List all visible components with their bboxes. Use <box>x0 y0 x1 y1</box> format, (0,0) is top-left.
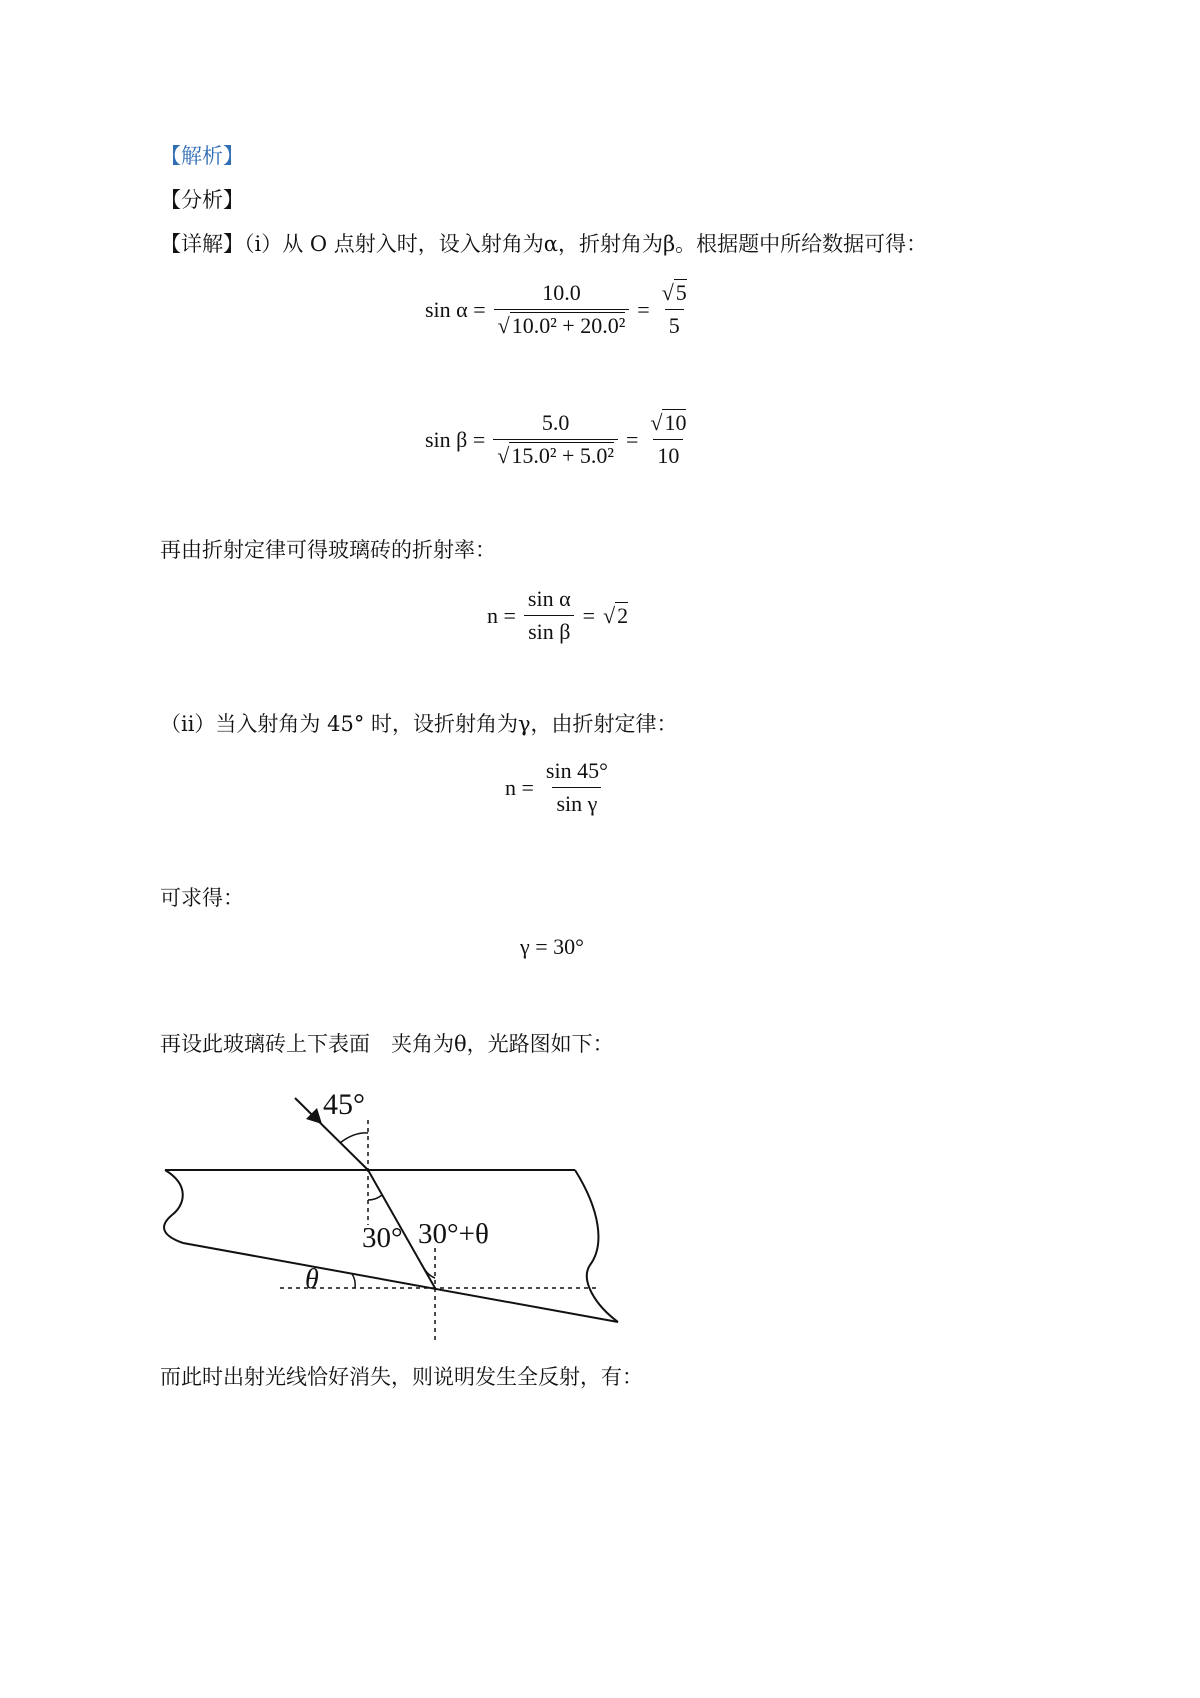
eq1-result-denominator: 5 <box>665 309 684 339</box>
eq4-lhs: n = <box>505 774 534 800</box>
eq2-numerator: 5.0 <box>541 410 570 435</box>
label-theta: θ <box>305 1264 319 1295</box>
arrow-head <box>306 1108 322 1124</box>
label-30: 30° <box>362 1222 403 1254</box>
eq2-result-numerator: 10 <box>664 410 687 435</box>
eq2-result: $\frac{√10}{10}$ <box>650 410 687 468</box>
eq3-lhs: n = <box>487 602 516 628</box>
label-30-plus-theta: 30°+θ <box>418 1218 489 1250</box>
eq1-result: $\frac{√5}{5}$ <box>661 280 687 338</box>
heading-analysis: 【解析】 <box>160 144 244 168</box>
line-ii: （ii）当入射角为 45° 时，设折射角为γ，由折射定律： <box>160 712 678 736</box>
line-angle: 再设此玻璃砖上下表面 夹角为θ，光路图如下： <box>160 1032 614 1056</box>
eq3-fraction <box>524 586 575 645</box>
eq1-numerator: 10.0 <box>542 280 581 305</box>
detail-line: 【详解】（i）从 O 点射入时，设入射角为α，折射角为β。根据题中所给数据可得： <box>160 232 928 256</box>
eq1-result-numerator: 5 <box>675 280 687 305</box>
eq3-denominator: sin β <box>524 615 574 645</box>
arc-45 <box>340 1133 368 1143</box>
equation-gamma: γ = 30° <box>520 934 584 959</box>
equation-sin-beta <box>425 410 690 469</box>
eq2-lhs: sin β = <box>425 426 486 452</box>
eq2-equals: = <box>625 426 639 452</box>
eq1-denominator: √10.0² + 20.0² <box>494 309 630 339</box>
glass-left-edge <box>164 1170 183 1243</box>
equation-sin-alpha <box>425 280 691 339</box>
arc-30-bottom <box>422 1265 435 1278</box>
arc-30-top <box>368 1195 382 1200</box>
line-total-reflection: 而此时出射光线恰好消失，则说明发生全反射，有： <box>160 1365 643 1389</box>
line-solve: 可求得： <box>160 886 244 910</box>
label-45: 45° <box>323 1088 365 1121</box>
equation-n-45 <box>505 758 612 817</box>
eq3-equals: = <box>582 602 596 628</box>
eq3-numerator: sin α <box>527 586 571 611</box>
eq1-lhs: sin α = <box>425 296 486 322</box>
line-refraction: 再由折射定律可得玻璃砖的折射率： <box>160 538 496 562</box>
heading-fenxi: 【分析】 <box>160 188 244 212</box>
eq2-result-denominator: 10 <box>653 439 683 469</box>
glass-right-edge <box>575 1170 618 1322</box>
eq3-rhs: 2 <box>617 602 629 628</box>
eq1-fraction <box>494 280 630 339</box>
eq4-fraction <box>542 758 612 817</box>
equation-n: n = $\frac{\text{sin α}}{\text{sin β}}$ = √2 <box>487 586 629 644</box>
eq2-fraction <box>493 410 618 469</box>
eq4-denominator: sin γ <box>552 787 601 817</box>
eq4-numerator: sin 45° <box>545 758 608 783</box>
eq1-equals: = <box>637 296 650 322</box>
eq2-denominator: √15.0² + 5.0² <box>493 439 618 469</box>
arc-theta <box>352 1274 355 1288</box>
